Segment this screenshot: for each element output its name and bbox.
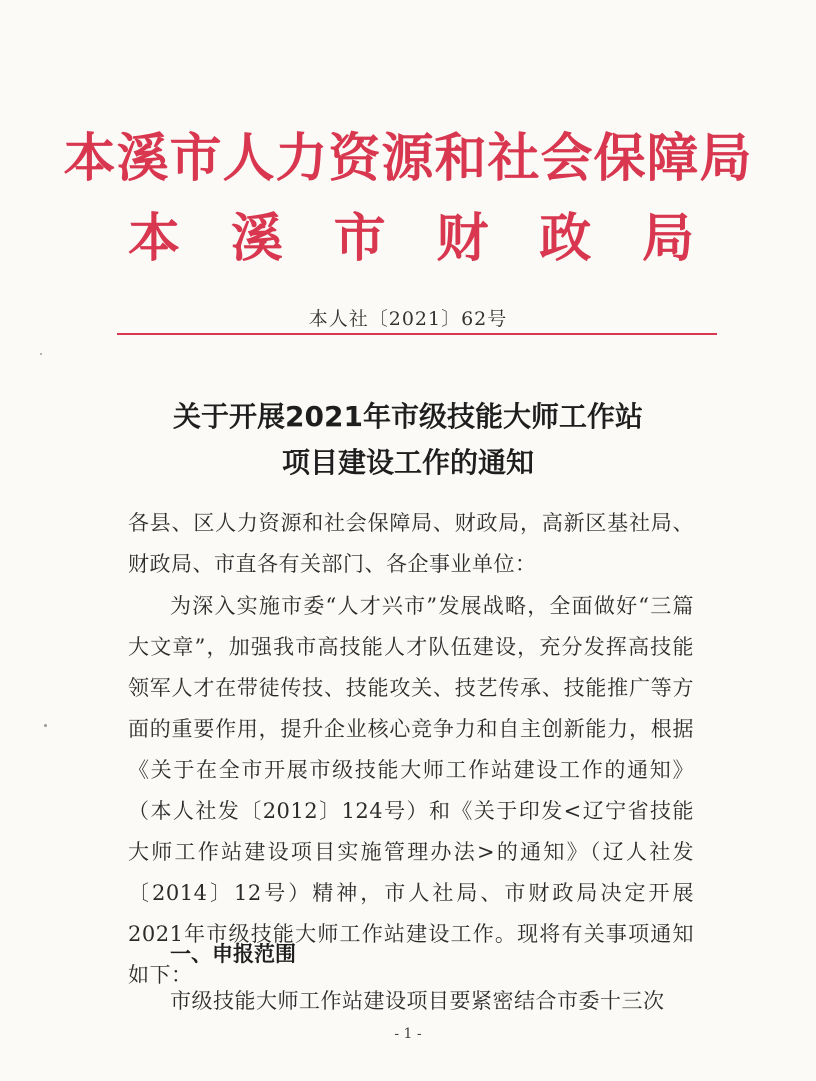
document-title-line1: 关于开展2021年市级技能大师工作站 (173, 400, 643, 433)
org2-char: 溪 (230, 209, 283, 269)
red-divider (117, 333, 717, 335)
body-paragraph-2: 市级技能大师工作站建设项目要紧密结合市委十三次 (170, 989, 665, 1013)
org2-char: 局 (641, 209, 694, 269)
scan-speck (40, 353, 42, 355)
document-number: 本人社〔2021〕62号 (308, 308, 508, 330)
org2-char: 政 (539, 209, 592, 269)
issuing-org-hrss: 本溪市人力资源和社会保障局 (63, 129, 753, 189)
body-paragraph-1: 为深入实施市委“人才兴市”发展战略，全面做好“三篇大文章”，加强我市高技能人才队伍建设，充分发挥高技能领军人才在带徒传技、技能攻关、技艺传承、技能推广等方面的重要作用，提升企业核心竞争力和自主创新能力，根据《关于在全市开展市级技能大师工作站建设工作的通知》（本人社发〔2012〕124号）和《关于印发<辽宁省技能大师工作站建设项目实施管理办法>的通知》（辽人社发〔2014〕12号）精神，市人社局、市财政局决定开展2021年市级技能大师工作站建设工作。现将有关事项通知如下： (128, 594, 694, 987)
org2-char: 市 (333, 209, 386, 269)
section-heading-1: 一、申报范围 (170, 942, 296, 966)
page-number: - 1 - (394, 1026, 422, 1042)
org2-char: 财 (436, 209, 489, 269)
org2-char: 本 (128, 209, 181, 269)
document-title-line2: 项目建设工作的通知 (281, 446, 534, 479)
scan-speck (44, 724, 47, 727)
salutation: 各县、区人力资源和社会保障局、财政局，高新区基社局、财政局、市直各有关部门、各企事业单位： (128, 511, 694, 576)
issuing-org-finance (128, 196, 694, 271)
